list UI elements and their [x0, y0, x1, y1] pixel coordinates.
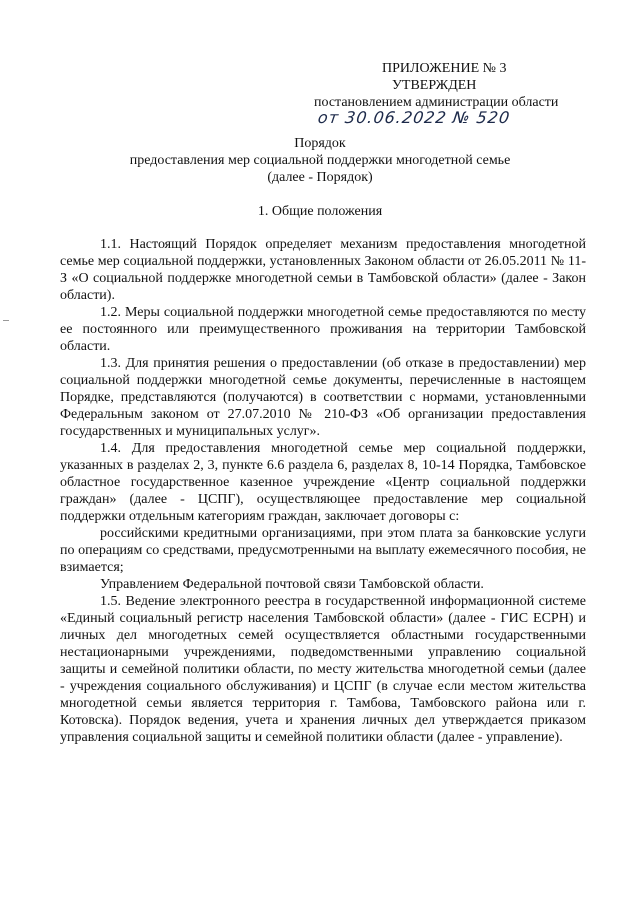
section-heading: 1. Общие положения — [257, 204, 383, 219]
document-body — [60, 236, 586, 746]
margin-mark — [3, 320, 9, 321]
paragraph-1-5: 1.5. Ведение электронного реестра в государственной информационной системе «Единый социальный регистр населения Тамбовской области» (далее - ГИС ЕСРН) и личных дел многодетных семей осуществляется областными государственными нестационарными учреждениями, подведомственными управлению социальной защиты и семейной политики области, по месту жительства многодетной семьи (далее - учреждения социального обслуживания) и ЦСПГ (в случае если местом жительства многодетной семьи является территория г. Тамбова, Тамбовского района или г. Котовска). Порядок ведения, учета и хранения личных дел утверждается приказом управления социальной защиты и семейной политики области (далее - управление). — [60, 594, 586, 745]
handwritten-date-number: от 30.06.2022 № 520 — [316, 108, 512, 127]
list-item-credit-orgs: российскими кредитными организациями, при этом плата за банковские услуги по операциям со средствами, предусмотренными на выплату ежемесячного пособия, не взимается; — [60, 526, 586, 575]
paragraph-1-4: 1.4. Для предоставления многодетной семье мер социальной поддержки, указанных в разделах 2, 3, пункте 6.6 раздела 6, разделах 8, 10-14 Порядка, Тамбовское областное государственное казенное учреждение «Центр социальной поддержки граждан» (далее - ЦСПГ), осуществляющее предоставление мер социальной поддержки отдельным категориям граждан, заключает договоры с: — [60, 441, 586, 524]
decree-reference: постановлением администрации области — [314, 95, 559, 110]
approval-header — [310, 60, 590, 126]
paragraph-1-1: 1.1. Настоящий Порядок определяет механизм предоставления многодетной семье мер социальной поддержки, установленных Законом области от 26.05.2011 № 11-З «О социальной поддержке многодетной семьи в Тамбовской области» (далее - Закон области). — [60, 237, 586, 303]
approved-label: УТВЕРЖДЕН — [392, 78, 477, 93]
paragraph-1-2: 1.2. Меры социальной поддержки многодетной семье предоставляются по месту ее постоянного или преимущественного проживания на территории Тамбовской области. — [60, 305, 586, 354]
document-short-name: (далее - Порядок) — [267, 170, 373, 185]
list-item-postal: Управлением Федеральной почтовой связи Тамбовской области. — [100, 577, 484, 592]
paragraph-1-3: 1.3. Для принятия решения о предоставлении (об отказе в предоставлении) мер социальной поддержки многодетной семье документы, перечисленные в настоящем Порядке, представляются (получаются) в соответствии с нормами, установленными Федеральным законом от 27.07.2010 № 210-ФЗ «Об организации предоставления государственных и муниципальных услуг». — [60, 356, 586, 439]
appendix-number: ПРИЛОЖЕНИЕ № 3 — [382, 61, 507, 76]
document-title: Порядок — [294, 136, 346, 151]
document-subtitle: предоставления мер социальной поддержки многодетной семье — [129, 153, 511, 168]
